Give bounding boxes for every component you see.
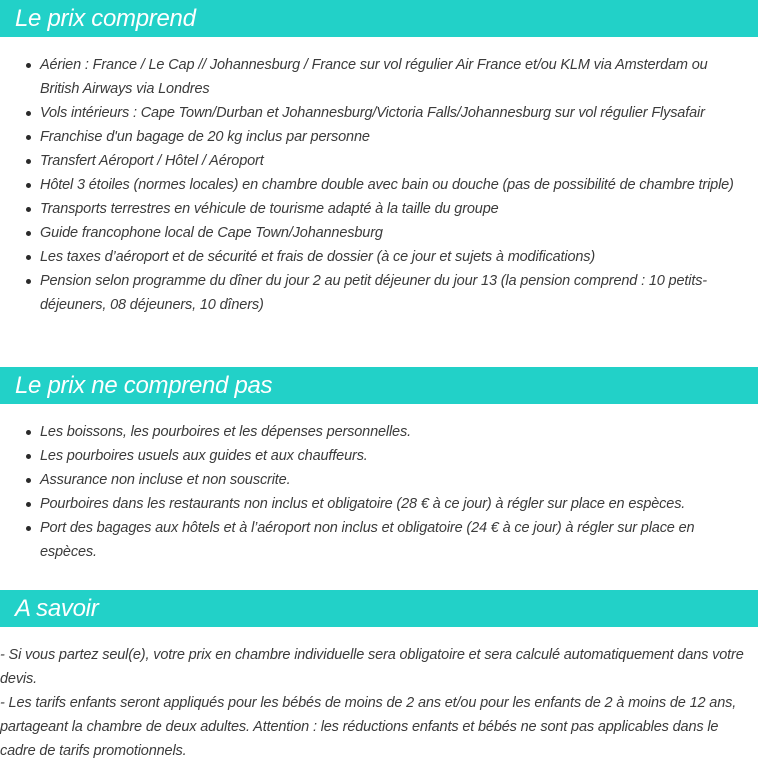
list-item: Vols intérieurs : Cape Town/Durban et Johannesburg/Victoria Falls/Johannesburg sur vol régulier Flysafair — [0, 101, 758, 125]
list-item: Hôtel 3 étoiles (normes locales) en chambre double avec bain ou douche (pas de possibilité de chambre triple) — [0, 173, 758, 197]
info-paragraph: - Les tarifs enfants seront appliqués pour les bébés de moins de 2 ans et/ou pour les enfants de 2 à moins de 12 ans, partageant la chambre de deux adultes. Attention : les réductions enfants et bébés ne sont pas applicables dans le cadre de tarifs promotionnels. — [0, 695, 737, 759]
list-item: Les pourboires usuels aux guides et aux chauffeurs. — [0, 444, 758, 468]
list-item: Pension selon programme du dîner du jour 2 au petit déjeuner du jour 13 (la pension comprend : 10 petits-déjeuners, 08 déjeuners, 10 dîners) — [0, 269, 758, 317]
list-item: Aérien : France / Le Cap // Johannesburg / France sur vol régulier Air France et/ou KLM via Amsterdam ou British Airways via Londres — [0, 53, 758, 101]
list-item: Transports terrestres en véhicule de tourisme adapté à la taille du groupe — [0, 197, 758, 221]
a-savoir-text — [0, 643, 758, 763]
section-title-included: Le prix comprend — [0, 0, 758, 37]
section-title-not-included: Le prix ne comprend pas — [0, 367, 758, 404]
list-item: Les taxes d’aéroport et de sécurité et frais de dossier (à ce jour et sujets à modifications) — [0, 245, 758, 269]
list-item: Transfert Aéroport / Hôtel / Aéroport — [0, 149, 758, 173]
included-list — [0, 53, 758, 317]
not-included-list — [0, 420, 758, 564]
list-item: Assurance non incluse et non souscrite. — [0, 468, 758, 492]
list-item: Guide francophone local de Cape Town/Johannesburg — [0, 221, 758, 245]
section-title-a-savoir: A savoir — [0, 590, 758, 627]
list-item: Port des bagages aux hôtels et à l’aéroport non inclus et obligatoire (24 € à ce jour) à régler sur place en espèces. — [0, 516, 758, 564]
list-item: Les boissons, les pourboires et les dépenses personnelles. — [0, 420, 758, 444]
list-item: Pourboires dans les restaurants non inclus et obligatoire (28 € à ce jour) à régler sur place en espèces. — [0, 492, 758, 516]
info-paragraph: - Si vous partez seul(e), votre prix en chambre individuelle sera obligatoire et sera calculé automatiquement dans votre devis. — [0, 647, 744, 687]
list-item: Franchise d'un bagage de 20 kg inclus par personne — [0, 125, 758, 149]
